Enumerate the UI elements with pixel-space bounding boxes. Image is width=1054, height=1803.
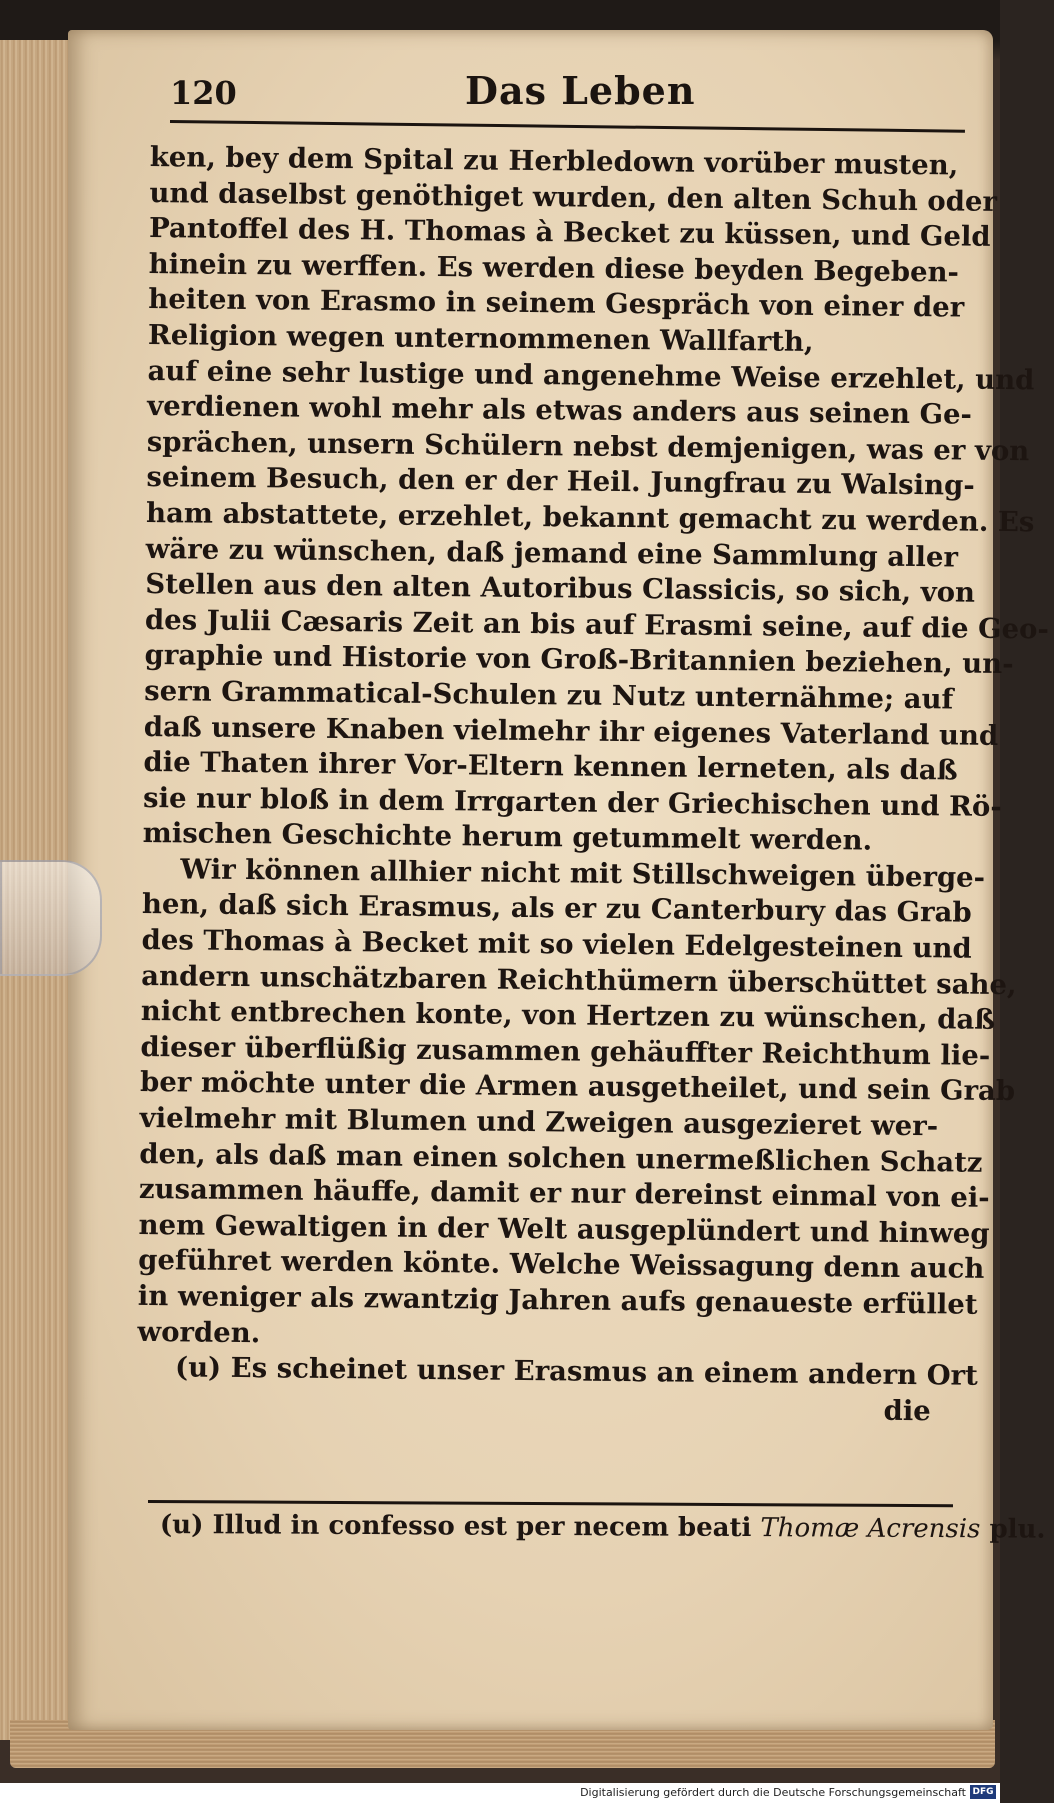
text-line: hen, daß sich Erasmus, als er zu Canterbury das Grab bbox=[141, 888, 972, 930]
text-line: und daselbst genöthiget wurden, den alten Schuh oder bbox=[149, 176, 998, 218]
page-header bbox=[170, 68, 960, 120]
text-line: mischen Geschichte herum getummelt werden. bbox=[142, 817, 873, 857]
text-line: ken, bey dem Spital zu Herbledown vorüber musten, bbox=[149, 140, 959, 182]
text-line: graphie und Historie von Groß-Britannien beziehen, un- bbox=[144, 639, 1014, 681]
text-line: Pantoffel des H. Thomas à Becket zu küssen, und Geld bbox=[148, 212, 991, 253]
text-line: geführet werden könte. Welche Weissagung denn auch bbox=[138, 1244, 985, 1286]
text-line: nem Gewaltigen in der Welt ausgeplündert und hinweg bbox=[138, 1208, 990, 1250]
text-line: worden. bbox=[137, 1315, 261, 1349]
text-line: hinein zu werffen. Es werden diese beyden Begeben- bbox=[148, 247, 960, 289]
text-line: des Julii Cæsaris Zeit an bis auf Erasmi seine, auf die Geo- bbox=[144, 603, 1050, 646]
text-line: den, als daß man einen solchen unermeßlichen Schatz bbox=[139, 1137, 983, 1179]
text-line: auf eine sehr lustige und angenehme Weise erzehlet, und bbox=[147, 354, 1035, 396]
page-number: 120 bbox=[170, 74, 237, 112]
text-line: vielmehr mit Blumen und Zweigen ausgezieret wer- bbox=[139, 1101, 939, 1143]
text-line: wäre zu wünschen, daß jemand eine Sammlung aller bbox=[145, 532, 959, 574]
footnote-text: Illud in confesso est per necem beati bbox=[203, 1510, 761, 1544]
text-line: daß unsere Knaben vielmehr ihr eigenes Vaterland und bbox=[143, 710, 999, 752]
footnote-tail: plu. bbox=[980, 1514, 1046, 1545]
body-text bbox=[137, 140, 1050, 1430]
text-line: Wir können allhier nicht mit Stillschweigen überge- bbox=[180, 853, 986, 894]
catchword: die bbox=[883, 1394, 931, 1428]
text-line: ham abstattete, erzehlet, bekannt gemacht zu werden. Es bbox=[145, 496, 1035, 539]
text-line: Religion wegen unternommenen Wallfarth, bbox=[147, 318, 814, 358]
text-line: heiten von Erasmo in seinem Gespräch von einer der bbox=[148, 283, 965, 324]
text-line: verdienen wohl mehr als etwas anders aus seinen Ge- bbox=[147, 390, 973, 431]
footnote-marker: (u) bbox=[159, 1510, 204, 1541]
text-line: in weniger als zwantzig Jahren aufs genaueste erfüllet bbox=[137, 1279, 978, 1321]
text-line: (u) Es scheinet unser Erasmus an einem andern Ort bbox=[174, 1351, 978, 1392]
dfg-logo: DFG bbox=[970, 1785, 996, 1799]
footnote-italic: Thomæ Acrensis bbox=[760, 1513, 981, 1545]
page-clip bbox=[0, 860, 102, 976]
text-line: nicht entbrechen konte, von Hertzen zu wünschen, daß bbox=[140, 995, 996, 1037]
credit-text: Digitalisierung gefördert durch die Deutsche Forschungsgemeinschaft bbox=[580, 1786, 966, 1799]
text-line: des Thomas à Becket mit so vielen Edelgesteinen und bbox=[141, 924, 972, 965]
text-line: Stellen aus den alten Autoribus Classicis, so sich, von bbox=[145, 568, 976, 609]
footnote bbox=[159, 1510, 1046, 1545]
text-line: ber möchte unter die Armen ausgetheilet, und sein Grab bbox=[139, 1066, 1016, 1108]
running-title: Das Leben bbox=[465, 68, 696, 113]
text-line: dieser überflüßig zusammen gehäuffter Reichthum lie- bbox=[140, 1030, 991, 1072]
text-line: sern Grammatical-Schulen zu Nutz unternähme; auf bbox=[144, 674, 954, 716]
text-line: die Thaten ihrer Vor-Eltern kennen lerneten, als daß bbox=[143, 746, 958, 787]
text-line: andern unschätzbaren Reichthümern überschüttet sahe, bbox=[141, 959, 1017, 1001]
text-line: seinem Besuch, den er der Heil. Jungfrau zu Walsing- bbox=[146, 461, 975, 502]
text-line: zusammen häuffe, damit er nur dereinst einmal von ei- bbox=[138, 1173, 990, 1215]
text-line: sie nur bloß in dem Irrgarten der Griechischen und Rö- bbox=[142, 781, 1002, 823]
text-line: sprächen, unsern Schülern nebst demjenigen, was er von bbox=[146, 425, 1030, 467]
